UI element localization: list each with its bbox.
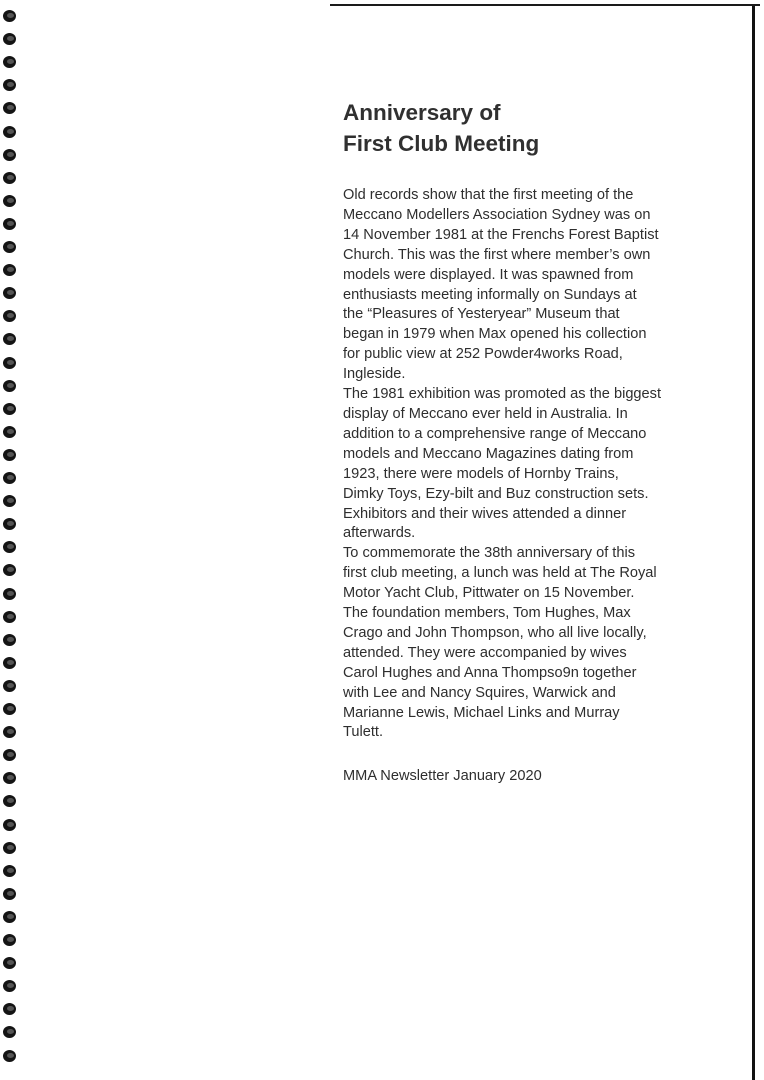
binding-hole bbox=[3, 79, 16, 91]
binding-hole bbox=[3, 1026, 16, 1038]
binding-hole bbox=[3, 33, 16, 45]
body-line: The foundation members, Tom Hughes, Max bbox=[343, 605, 631, 622]
body-line: Old records show that the first meeting of the bbox=[343, 187, 634, 203]
binding-hole bbox=[3, 195, 16, 207]
binding-hole bbox=[3, 657, 16, 669]
body-line: Dimky Toys, Ezy-bilt and Buz construction sets. bbox=[343, 485, 649, 502]
body-line: Motor Yacht Club, Pittwater on 15 November. bbox=[343, 585, 635, 602]
binding-hole bbox=[3, 865, 16, 877]
binding-hole bbox=[3, 472, 16, 484]
article-source: MMA Newsletter January 2020 bbox=[343, 768, 542, 785]
binding-hole bbox=[3, 795, 16, 807]
title-line: Anniversary of bbox=[343, 100, 501, 125]
body-line: enthusiasts meeting informally on Sundays at bbox=[343, 286, 637, 303]
binding-hole bbox=[3, 172, 16, 184]
binding-hole bbox=[3, 10, 16, 22]
scan-edge-right bbox=[752, 6, 755, 1080]
body-line: Ingleside. bbox=[343, 366, 406, 383]
binding-hole bbox=[3, 287, 16, 299]
binding-hole bbox=[3, 310, 16, 322]
binding-hole bbox=[3, 842, 16, 854]
binding-hole bbox=[3, 980, 16, 992]
binding-hole bbox=[3, 264, 16, 276]
binding-hole bbox=[3, 56, 16, 68]
binding-hole bbox=[3, 749, 16, 761]
binding-hole bbox=[3, 541, 16, 553]
body-line: began in 1979 when Max opened his collection bbox=[343, 326, 647, 343]
binding-hole bbox=[3, 611, 16, 623]
binding-hole bbox=[3, 888, 16, 900]
body-line: Meccano Modellers Association Sydney was on bbox=[343, 206, 651, 223]
body-line: the “Pleasures of Yesteryear” Museum that bbox=[343, 306, 620, 323]
binding-hole bbox=[3, 564, 16, 576]
body-line: To commemorate the 38th anniversary of this bbox=[343, 545, 636, 562]
body-line: models were displayed. It was spawned from bbox=[343, 266, 634, 283]
body-line: Carol Hughes and Anna Thompso9n together bbox=[343, 664, 637, 681]
binding-hole bbox=[3, 241, 16, 253]
binding-hole bbox=[3, 934, 16, 946]
body-line: 1923, there were models of Hornby Trains, bbox=[343, 465, 619, 482]
body-line: The 1981 exhibition was promoted as the biggest bbox=[343, 386, 662, 403]
binding-hole bbox=[3, 634, 16, 646]
spiral-binding bbox=[0, 0, 26, 1080]
binding-hole bbox=[3, 680, 16, 692]
binding-hole bbox=[3, 772, 16, 784]
binding-hole bbox=[3, 218, 16, 230]
article bbox=[343, 97, 743, 786]
binding-hole bbox=[3, 403, 16, 415]
binding-hole bbox=[3, 333, 16, 345]
binding-hole bbox=[3, 1003, 16, 1015]
body-line: for public view at 252 Powder4works Road, bbox=[343, 346, 623, 363]
article-body bbox=[343, 186, 743, 743]
body-line: addition to a comprehensive range of Meccano bbox=[343, 425, 647, 442]
body-line: Tulett. bbox=[343, 724, 384, 741]
body-line: with Lee and Nancy Squires, Warwick and bbox=[343, 684, 616, 701]
body-line: models and Meccano Magazines dating from bbox=[343, 445, 634, 462]
body-line: Crago and John Thompson, who all live locally, bbox=[343, 624, 647, 641]
body-line: first club meeting, a lunch was held at The Royal bbox=[343, 565, 657, 582]
binding-hole bbox=[3, 380, 16, 392]
binding-hole bbox=[3, 911, 16, 923]
binding-hole bbox=[3, 1050, 16, 1062]
body-line: display of Meccano ever held in Australia. In bbox=[343, 405, 628, 422]
binding-hole bbox=[3, 449, 16, 461]
binding-hole bbox=[3, 957, 16, 969]
binding-hole bbox=[3, 588, 16, 600]
binding-hole bbox=[3, 102, 16, 114]
body-line: attended. They were accompanied by wives bbox=[343, 644, 627, 661]
binding-hole bbox=[3, 726, 16, 738]
title-line: First Club Meeting bbox=[343, 131, 540, 156]
body-line: 14 November 1981 at the Frenchs Forest Baptist bbox=[343, 226, 659, 243]
binding-hole bbox=[3, 357, 16, 369]
binding-hole bbox=[3, 518, 16, 530]
scan-edge-top bbox=[330, 4, 760, 6]
body-line: Exhibitors and their wives attended a dinner bbox=[343, 505, 627, 522]
article-title bbox=[343, 97, 743, 159]
body-line: Church. This was the first where member’s own bbox=[343, 246, 651, 263]
binding-hole bbox=[3, 495, 16, 507]
binding-hole bbox=[3, 426, 16, 438]
binding-hole bbox=[3, 126, 16, 138]
body-line: Marianne Lewis, Michael Links and Murray bbox=[343, 704, 620, 721]
binding-hole bbox=[3, 819, 16, 831]
binding-hole bbox=[3, 149, 16, 161]
binding-hole bbox=[3, 703, 16, 715]
body-line: afterwards. bbox=[343, 525, 416, 542]
